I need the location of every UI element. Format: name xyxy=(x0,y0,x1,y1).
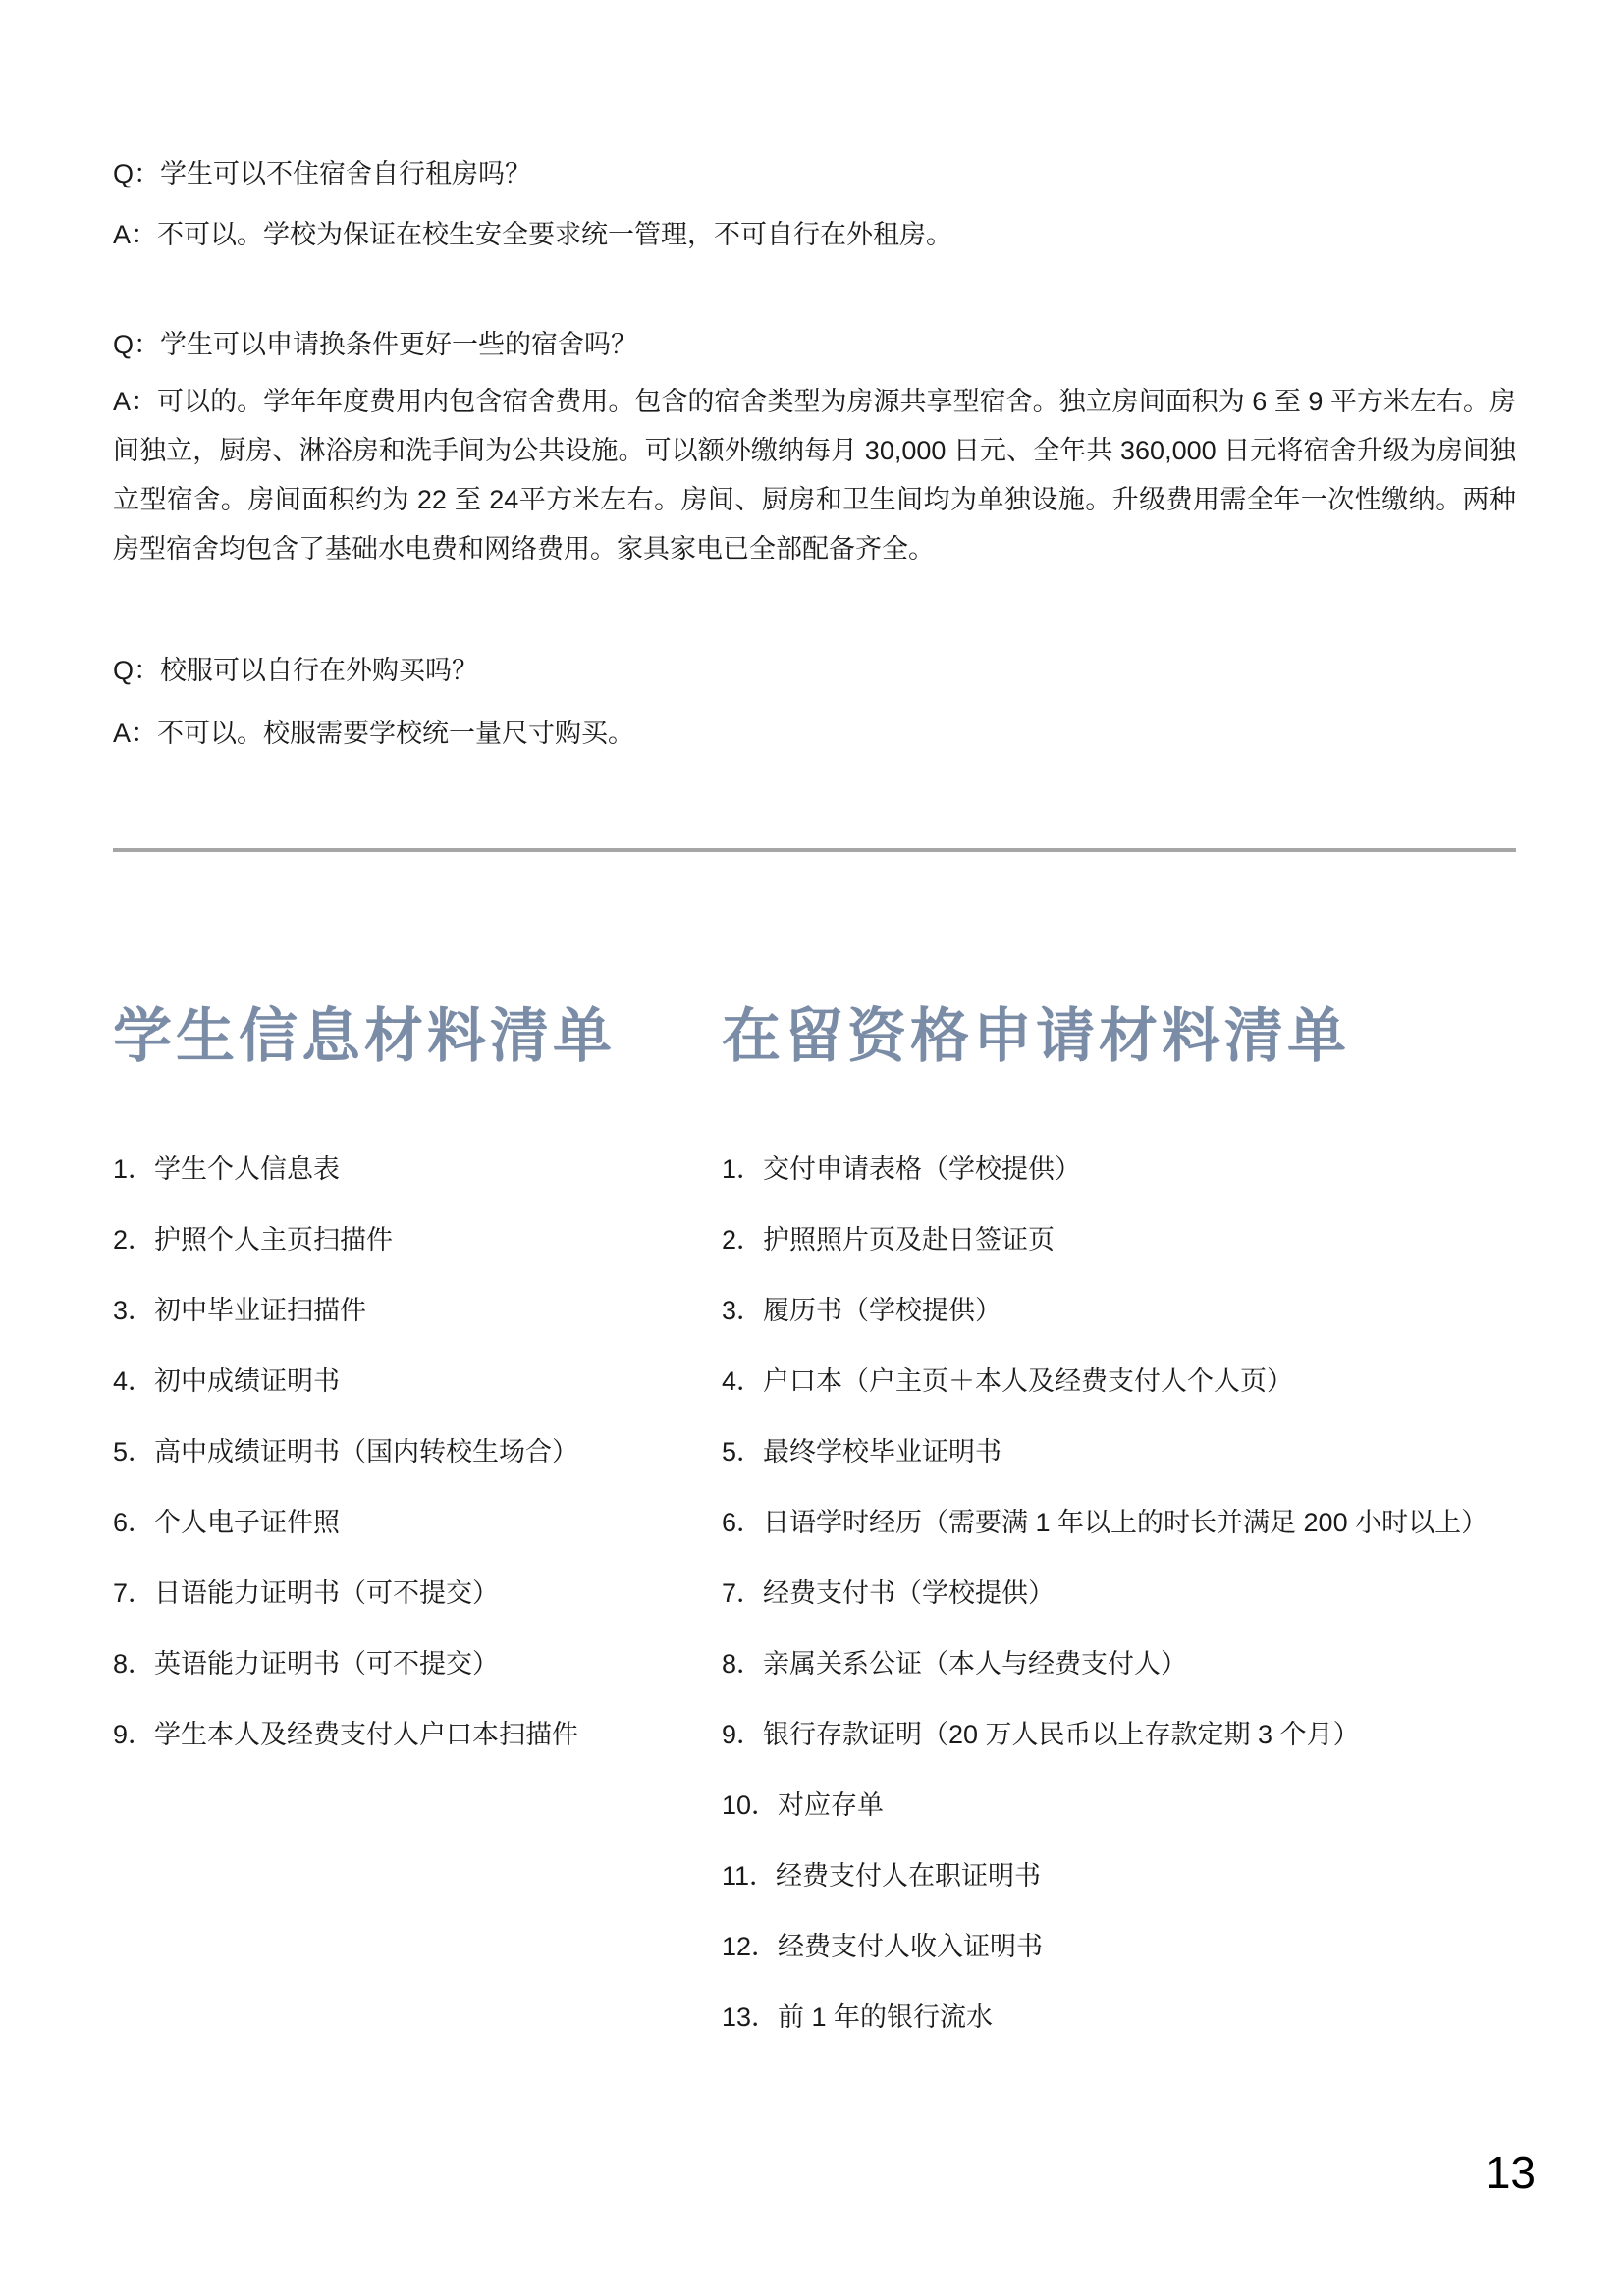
list-item: 5．高中成绩证明书（国内转校生场合） xyxy=(113,1437,579,1467)
list-item: 1．学生个人信息表 xyxy=(113,1154,341,1184)
answer-3: A：不可以。校服需要学校统一量尺寸购买。 xyxy=(113,719,635,748)
residence-list xyxy=(722,1152,1516,2034)
list-item: 12．经费支付人收入证明书 xyxy=(722,1932,1044,1961)
answer-1: A：不可以。学校为保证在校生安全要求统一管理，不可自行在外租房。 xyxy=(113,220,953,249)
list-item: 9．银行存款证明（20 万人民币以上存款定期 3 个月） xyxy=(722,1720,1360,1749)
answer-2: A：可以的。学年年度费用内包含宿舍费用。包含的宿舍类型为房源共享型宿舍。独立房间面积为 6 至 9 平方米左右。房间独立，厨房、淋浴房和洗手间为公共设施。可以额外缴纳每月 30,000 日元、全年共 360,000 日元将宿舍升级为房间独立型宿舍。房间面积约为 22 至 24平方米左右。房间、厨房和卫生间均为单独设施。升级费用需全年一次性缴纳。两种房型宿舍均包含了基础水电费和网络费用。家具家电已全部配备齐全。 xyxy=(113,387,1516,563)
list-item: 11．经费支付人在职证明书 xyxy=(722,1861,1042,1891)
list-item: 2．护照个人主页扫描件 xyxy=(113,1225,394,1255)
list-item: 8．亲属关系公证（本人与经费支付人） xyxy=(722,1649,1188,1679)
question-3: Q：校服可以自行在外购买吗？ xyxy=(113,656,479,685)
list-item: 4．初中成绩证明书 xyxy=(113,1366,341,1396)
question-2: Q：学生可以申请换条件更好一些的宿舍吗？ xyxy=(113,330,638,359)
qa-section xyxy=(113,157,1516,750)
list-item: 4．户口本（户主页＋本人及经费支付人个人页） xyxy=(722,1366,1294,1396)
list-item: 6．日语学时经历（需要满 1 年以上的时长并满足 200 小时以上） xyxy=(722,1508,1489,1537)
list-item: 9．学生本人及经费支付人户口本扫描件 xyxy=(113,1720,579,1749)
list-item: 8．英语能力证明书（可不提交） xyxy=(113,1649,500,1679)
list-item: 13．前 1 年的银行流水 xyxy=(722,2002,994,2032)
residence-column xyxy=(722,1001,1516,2071)
list-item: 3．履历书（学校提供） xyxy=(722,1296,1002,1325)
student-info-list xyxy=(113,1152,722,1751)
list-item: 5．最终学校毕业证明书 xyxy=(722,1437,1002,1467)
list-item: 1．交付申请表格（学校提供） xyxy=(722,1154,1082,1184)
list-item: 2．护照照片页及赴日签证页 xyxy=(722,1225,1056,1255)
materials-columns xyxy=(113,1001,1516,2071)
list-item: 6．个人电子证件照 xyxy=(113,1508,341,1537)
residence-list-title: 在留资格申请材料清单 xyxy=(722,1003,1350,1069)
student-info-list-title: 学生信息材料清单 xyxy=(113,1003,616,1069)
list-item: 10．对应存单 xyxy=(722,1790,885,1820)
student-info-column xyxy=(113,1001,722,2071)
question-1: Q：学生可以不住宿舍自行租房吗？ xyxy=(113,159,532,188)
list-item: 7．日语能力证明书（可不提交） xyxy=(113,1578,500,1608)
list-item: 3．初中毕业证扫描件 xyxy=(113,1296,367,1325)
list-item: 7．经费支付书（学校提供） xyxy=(722,1578,1056,1608)
section-divider xyxy=(113,848,1516,852)
page-number: 13 xyxy=(1485,2147,1536,2198)
